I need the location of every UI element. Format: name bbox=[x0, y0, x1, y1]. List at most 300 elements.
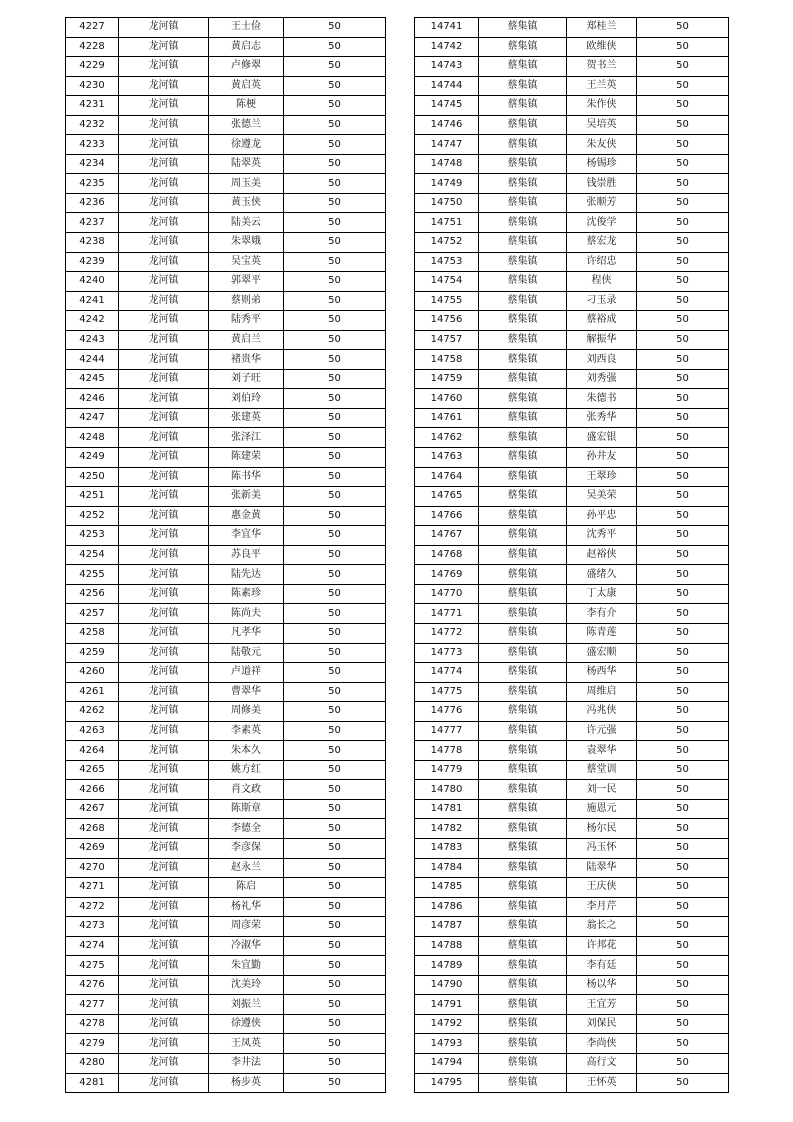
person-name-cell: 黄启志 bbox=[209, 37, 284, 57]
person-name-cell: 丁太康 bbox=[567, 584, 637, 604]
town-cell: 蔡集镇 bbox=[479, 760, 567, 780]
table-row bbox=[66, 780, 386, 800]
person-name-cell: 李彦保 bbox=[209, 838, 284, 858]
table-row bbox=[415, 37, 729, 57]
person-name-cell: 杨尔民 bbox=[567, 819, 637, 839]
table-row bbox=[66, 330, 386, 350]
record-number-cell: 4274 bbox=[66, 936, 119, 956]
amount-cell: 50 bbox=[284, 18, 386, 38]
town-cell: 蔡集镇 bbox=[479, 311, 567, 331]
table-row bbox=[66, 623, 386, 643]
town-cell: 龙河镇 bbox=[119, 330, 209, 350]
town-cell: 蔡集镇 bbox=[479, 878, 567, 898]
table-row bbox=[66, 799, 386, 819]
record-number-cell: 14786 bbox=[415, 897, 479, 917]
town-cell: 龙河镇 bbox=[119, 1014, 209, 1034]
record-number-cell: 14742 bbox=[415, 37, 479, 57]
person-name-cell: 徐遵龙 bbox=[209, 135, 284, 155]
person-name-cell: 肖文政 bbox=[209, 780, 284, 800]
person-name-cell: 周修美 bbox=[209, 702, 284, 722]
record-number-cell: 14769 bbox=[415, 565, 479, 585]
person-name-cell: 吴美荣 bbox=[567, 487, 637, 507]
town-cell: 蔡集镇 bbox=[479, 623, 567, 643]
record-number-cell: 4237 bbox=[66, 213, 119, 233]
record-number-cell: 14779 bbox=[415, 760, 479, 780]
table-row bbox=[415, 975, 729, 995]
person-name-cell: 蔡堂训 bbox=[567, 760, 637, 780]
table-row bbox=[66, 1014, 386, 1034]
town-cell: 蔡集镇 bbox=[479, 741, 567, 761]
person-name-cell: 张新美 bbox=[209, 487, 284, 507]
table-row bbox=[415, 213, 729, 233]
amount-cell: 50 bbox=[637, 330, 729, 350]
amount-cell: 50 bbox=[637, 623, 729, 643]
person-name-cell: 褚贵华 bbox=[209, 350, 284, 370]
table-row bbox=[415, 917, 729, 937]
record-number-cell: 4242 bbox=[66, 311, 119, 331]
table-row bbox=[415, 57, 729, 77]
table-row bbox=[66, 760, 386, 780]
person-name-cell: 钱崇胜 bbox=[567, 174, 637, 194]
table-row bbox=[66, 252, 386, 272]
record-number-cell: 4231 bbox=[66, 96, 119, 116]
table-row bbox=[415, 252, 729, 272]
town-cell: 龙河镇 bbox=[119, 956, 209, 976]
table-row bbox=[415, 643, 729, 663]
table-row bbox=[66, 878, 386, 898]
town-cell: 龙河镇 bbox=[119, 780, 209, 800]
person-name-cell: 刘子旺 bbox=[209, 369, 284, 389]
record-number-cell: 14771 bbox=[415, 604, 479, 624]
town-cell: 龙河镇 bbox=[119, 1053, 209, 1073]
town-cell: 龙河镇 bbox=[119, 1073, 209, 1093]
amount-cell: 50 bbox=[284, 702, 386, 722]
person-name-cell: 朱宜勤 bbox=[209, 956, 284, 976]
amount-cell: 50 bbox=[637, 57, 729, 77]
person-name-cell: 盛绪久 bbox=[567, 565, 637, 585]
record-number-cell: 4262 bbox=[66, 702, 119, 722]
town-cell: 蔡集镇 bbox=[479, 57, 567, 77]
town-cell: 蔡集镇 bbox=[479, 702, 567, 722]
person-name-cell: 翁长之 bbox=[567, 917, 637, 937]
record-number-cell: 4260 bbox=[66, 663, 119, 683]
amount-cell: 50 bbox=[284, 956, 386, 976]
record-number-cell: 14793 bbox=[415, 1034, 479, 1054]
amount-cell: 50 bbox=[284, 311, 386, 331]
table-row bbox=[415, 623, 729, 643]
amount-cell: 50 bbox=[284, 1053, 386, 1073]
table-row bbox=[66, 1073, 386, 1093]
record-number-cell: 14787 bbox=[415, 917, 479, 937]
town-cell: 龙河镇 bbox=[119, 643, 209, 663]
record-number-cell: 4246 bbox=[66, 389, 119, 409]
person-name-cell: 盛宏银 bbox=[567, 428, 637, 448]
record-number-cell: 14774 bbox=[415, 663, 479, 683]
amount-cell: 50 bbox=[637, 917, 729, 937]
town-cell: 蔡集镇 bbox=[479, 213, 567, 233]
amount-cell: 50 bbox=[637, 604, 729, 624]
town-cell: 龙河镇 bbox=[119, 975, 209, 995]
table-row bbox=[66, 350, 386, 370]
record-number-cell: 4247 bbox=[66, 408, 119, 428]
town-cell: 蔡集镇 bbox=[479, 682, 567, 702]
person-name-cell: 蔡裕成 bbox=[567, 311, 637, 331]
record-number-cell: 14778 bbox=[415, 741, 479, 761]
amount-cell: 50 bbox=[637, 18, 729, 38]
table-row bbox=[66, 96, 386, 116]
table-row bbox=[415, 682, 729, 702]
town-cell: 龙河镇 bbox=[119, 936, 209, 956]
person-name-cell: 赵裕侠 bbox=[567, 545, 637, 565]
record-number-cell: 4236 bbox=[66, 193, 119, 213]
town-cell: 龙河镇 bbox=[119, 428, 209, 448]
table-row bbox=[415, 233, 729, 253]
amount-cell: 50 bbox=[284, 897, 386, 917]
table-row bbox=[415, 545, 729, 565]
table-row bbox=[415, 799, 729, 819]
person-name-cell: 陈建荣 bbox=[209, 448, 284, 468]
person-name-cell: 惠金黄 bbox=[209, 506, 284, 526]
record-number-cell: 14775 bbox=[415, 682, 479, 702]
town-cell: 蔡集镇 bbox=[479, 1014, 567, 1034]
town-cell: 龙河镇 bbox=[119, 311, 209, 331]
record-number-cell: 4253 bbox=[66, 526, 119, 546]
table-row bbox=[66, 995, 386, 1015]
person-name-cell: 陈青莲 bbox=[567, 623, 637, 643]
town-cell: 蔡集镇 bbox=[479, 291, 567, 311]
record-number-cell: 4230 bbox=[66, 76, 119, 96]
person-name-cell: 杨以华 bbox=[567, 975, 637, 995]
person-name-cell: 张德兰 bbox=[209, 115, 284, 135]
record-number-cell: 4264 bbox=[66, 741, 119, 761]
amount-cell: 50 bbox=[637, 995, 729, 1015]
table-row bbox=[66, 545, 386, 565]
table-row bbox=[66, 18, 386, 38]
record-number-cell: 14781 bbox=[415, 799, 479, 819]
table-row bbox=[415, 18, 729, 38]
person-name-cell: 王凤英 bbox=[209, 1034, 284, 1054]
table-row bbox=[66, 526, 386, 546]
person-name-cell: 陈书华 bbox=[209, 467, 284, 487]
amount-cell: 50 bbox=[284, 467, 386, 487]
record-number-cell: 4273 bbox=[66, 917, 119, 937]
amount-cell: 50 bbox=[637, 526, 729, 546]
town-cell: 蔡集镇 bbox=[479, 936, 567, 956]
amount-cell: 50 bbox=[284, 838, 386, 858]
amount-cell: 50 bbox=[637, 154, 729, 174]
amount-cell: 50 bbox=[637, 1053, 729, 1073]
record-number-cell: 14785 bbox=[415, 878, 479, 898]
record-number-cell: 4266 bbox=[66, 780, 119, 800]
person-name-cell: 张秀华 bbox=[567, 408, 637, 428]
person-name-cell: 陆翠英 bbox=[209, 154, 284, 174]
amount-cell: 50 bbox=[637, 408, 729, 428]
amount-cell: 50 bbox=[637, 506, 729, 526]
record-number-cell: 4256 bbox=[66, 584, 119, 604]
town-cell: 蔡集镇 bbox=[479, 96, 567, 116]
right-roster-body bbox=[415, 18, 729, 1093]
table-row bbox=[66, 897, 386, 917]
person-name-cell: 王翠珍 bbox=[567, 467, 637, 487]
amount-cell: 50 bbox=[284, 604, 386, 624]
amount-cell: 50 bbox=[637, 858, 729, 878]
amount-cell: 50 bbox=[284, 389, 386, 409]
town-cell: 蔡集镇 bbox=[479, 545, 567, 565]
amount-cell: 50 bbox=[284, 545, 386, 565]
record-number-cell: 4248 bbox=[66, 428, 119, 448]
amount-cell: 50 bbox=[284, 741, 386, 761]
town-cell: 蔡集镇 bbox=[479, 858, 567, 878]
record-number-cell: 4228 bbox=[66, 37, 119, 57]
town-cell: 蔡集镇 bbox=[479, 584, 567, 604]
amount-cell: 50 bbox=[637, 213, 729, 233]
person-name-cell: 曹翠华 bbox=[209, 682, 284, 702]
town-cell: 龙河镇 bbox=[119, 995, 209, 1015]
person-name-cell: 朱友侠 bbox=[567, 135, 637, 155]
person-name-cell: 孙井友 bbox=[567, 448, 637, 468]
town-cell: 蔡集镇 bbox=[479, 604, 567, 624]
amount-cell: 50 bbox=[284, 428, 386, 448]
table-row bbox=[66, 917, 386, 937]
town-cell: 龙河镇 bbox=[119, 917, 209, 937]
town-cell: 龙河镇 bbox=[119, 448, 209, 468]
town-cell: 龙河镇 bbox=[119, 213, 209, 233]
town-cell: 龙河镇 bbox=[119, 623, 209, 643]
record-number-cell: 14747 bbox=[415, 135, 479, 155]
amount-cell: 50 bbox=[284, 96, 386, 116]
town-cell: 蔡集镇 bbox=[479, 76, 567, 96]
amount-cell: 50 bbox=[637, 760, 729, 780]
amount-cell: 50 bbox=[284, 408, 386, 428]
record-number-cell: 14754 bbox=[415, 272, 479, 292]
amount-cell: 50 bbox=[284, 584, 386, 604]
table-row bbox=[415, 76, 729, 96]
table-row bbox=[415, 389, 729, 409]
town-cell: 龙河镇 bbox=[119, 741, 209, 761]
person-name-cell: 陆先达 bbox=[209, 565, 284, 585]
town-cell: 蔡集镇 bbox=[479, 233, 567, 253]
town-cell: 龙河镇 bbox=[119, 174, 209, 194]
record-number-cell: 4254 bbox=[66, 545, 119, 565]
record-number-cell: 14761 bbox=[415, 408, 479, 428]
table-row bbox=[66, 369, 386, 389]
record-number-cell: 14744 bbox=[415, 76, 479, 96]
amount-cell: 50 bbox=[637, 741, 729, 761]
record-number-cell: 14752 bbox=[415, 233, 479, 253]
town-cell: 龙河镇 bbox=[119, 115, 209, 135]
town-cell: 蔡集镇 bbox=[479, 37, 567, 57]
amount-cell: 50 bbox=[284, 1034, 386, 1054]
amount-cell: 50 bbox=[637, 584, 729, 604]
person-name-cell: 王兰英 bbox=[567, 76, 637, 96]
town-cell: 龙河镇 bbox=[119, 18, 209, 38]
record-number-cell: 4268 bbox=[66, 819, 119, 839]
person-name-cell: 周彦荣 bbox=[209, 917, 284, 937]
record-number-cell: 4279 bbox=[66, 1034, 119, 1054]
amount-cell: 50 bbox=[637, 96, 729, 116]
person-name-cell: 刘保民 bbox=[567, 1014, 637, 1034]
table-row bbox=[415, 663, 729, 683]
amount-cell: 50 bbox=[637, 565, 729, 585]
record-number-cell: 14766 bbox=[415, 506, 479, 526]
person-name-cell: 刘西良 bbox=[567, 350, 637, 370]
table-row bbox=[415, 311, 729, 331]
amount-cell: 50 bbox=[637, 193, 729, 213]
person-name-cell: 陈启 bbox=[209, 878, 284, 898]
record-number-cell: 4277 bbox=[66, 995, 119, 1015]
table-row bbox=[415, 350, 729, 370]
table-row bbox=[415, 96, 729, 116]
town-cell: 蔡集镇 bbox=[479, 1053, 567, 1073]
person-name-cell: 李有廷 bbox=[567, 956, 637, 976]
table-row bbox=[415, 702, 729, 722]
amount-cell: 50 bbox=[637, 702, 729, 722]
table-row bbox=[415, 369, 729, 389]
amount-cell: 50 bbox=[637, 663, 729, 683]
amount-cell: 50 bbox=[284, 272, 386, 292]
amount-cell: 50 bbox=[284, 369, 386, 389]
town-cell: 龙河镇 bbox=[119, 838, 209, 858]
table-row bbox=[415, 897, 729, 917]
amount-cell: 50 bbox=[284, 193, 386, 213]
record-number-cell: 4234 bbox=[66, 154, 119, 174]
person-name-cell: 杨礼华 bbox=[209, 897, 284, 917]
town-cell: 龙河镇 bbox=[119, 819, 209, 839]
person-name-cell: 冷淑华 bbox=[209, 936, 284, 956]
person-name-cell: 刘伯玲 bbox=[209, 389, 284, 409]
table-row bbox=[415, 956, 729, 976]
town-cell: 蔡集镇 bbox=[479, 193, 567, 213]
table-row bbox=[66, 272, 386, 292]
table-row bbox=[415, 448, 729, 468]
record-number-cell: 14763 bbox=[415, 448, 479, 468]
table-row bbox=[415, 408, 729, 428]
amount-cell: 50 bbox=[284, 350, 386, 370]
left-roster-body bbox=[66, 18, 386, 1093]
town-cell: 龙河镇 bbox=[119, 272, 209, 292]
town-cell: 龙河镇 bbox=[119, 760, 209, 780]
person-name-cell: 刘一民 bbox=[567, 780, 637, 800]
table-row bbox=[415, 330, 729, 350]
person-name-cell: 李井法 bbox=[209, 1053, 284, 1073]
table-row bbox=[66, 643, 386, 663]
person-name-cell: 沈美玲 bbox=[209, 975, 284, 995]
town-cell: 蔡集镇 bbox=[479, 643, 567, 663]
person-name-cell: 朱本久 bbox=[209, 741, 284, 761]
amount-cell: 50 bbox=[284, 975, 386, 995]
person-name-cell: 周维启 bbox=[567, 682, 637, 702]
record-number-cell: 14767 bbox=[415, 526, 479, 546]
amount-cell: 50 bbox=[284, 291, 386, 311]
record-number-cell: 14759 bbox=[415, 369, 479, 389]
record-number-cell: 4276 bbox=[66, 975, 119, 995]
table-row bbox=[415, 272, 729, 292]
record-number-cell: 14789 bbox=[415, 956, 479, 976]
table-row bbox=[66, 428, 386, 448]
record-number-cell: 4240 bbox=[66, 272, 119, 292]
record-number-cell: 14788 bbox=[415, 936, 479, 956]
table-row bbox=[66, 838, 386, 858]
amount-cell: 50 bbox=[637, 799, 729, 819]
table-row bbox=[66, 193, 386, 213]
amount-cell: 50 bbox=[284, 76, 386, 96]
record-number-cell: 14784 bbox=[415, 858, 479, 878]
table-row bbox=[66, 174, 386, 194]
table-row bbox=[66, 741, 386, 761]
table-row bbox=[415, 1014, 729, 1034]
record-number-cell: 14750 bbox=[415, 193, 479, 213]
town-cell: 龙河镇 bbox=[119, 526, 209, 546]
table-row bbox=[66, 565, 386, 585]
record-number-cell: 14768 bbox=[415, 545, 479, 565]
record-number-cell: 14792 bbox=[415, 1014, 479, 1034]
table-row bbox=[66, 604, 386, 624]
amount-cell: 50 bbox=[637, 721, 729, 741]
person-name-cell: 黄启英 bbox=[209, 76, 284, 96]
record-number-cell: 14743 bbox=[415, 57, 479, 77]
record-number-cell: 4249 bbox=[66, 448, 119, 468]
amount-cell: 50 bbox=[637, 819, 729, 839]
record-number-cell: 14770 bbox=[415, 584, 479, 604]
town-cell: 蔡集镇 bbox=[479, 956, 567, 976]
amount-cell: 50 bbox=[284, 623, 386, 643]
record-number-cell: 14764 bbox=[415, 467, 479, 487]
amount-cell: 50 bbox=[284, 330, 386, 350]
amount-cell: 50 bbox=[637, 545, 729, 565]
table-row bbox=[66, 408, 386, 428]
amount-cell: 50 bbox=[637, 487, 729, 507]
town-cell: 蔡集镇 bbox=[479, 330, 567, 350]
amount-cell: 50 bbox=[284, 799, 386, 819]
person-name-cell: 张建英 bbox=[209, 408, 284, 428]
person-name-cell: 朱作侠 bbox=[567, 96, 637, 116]
record-number-cell: 4238 bbox=[66, 233, 119, 253]
town-cell: 龙河镇 bbox=[119, 897, 209, 917]
person-name-cell: 徐遵侠 bbox=[209, 1014, 284, 1034]
amount-cell: 50 bbox=[637, 897, 729, 917]
town-cell: 龙河镇 bbox=[119, 37, 209, 57]
town-cell: 蔡集镇 bbox=[479, 917, 567, 937]
town-cell: 龙河镇 bbox=[119, 584, 209, 604]
record-number-cell: 4239 bbox=[66, 252, 119, 272]
amount-cell: 50 bbox=[284, 663, 386, 683]
left-roster-table bbox=[65, 17, 386, 1093]
record-number-cell: 4232 bbox=[66, 115, 119, 135]
record-number-cell: 4275 bbox=[66, 956, 119, 976]
amount-cell: 50 bbox=[284, 252, 386, 272]
table-row bbox=[66, 975, 386, 995]
record-number-cell: 14748 bbox=[415, 154, 479, 174]
town-cell: 龙河镇 bbox=[119, 858, 209, 878]
amount-cell: 50 bbox=[637, 448, 729, 468]
person-name-cell: 杨锡珍 bbox=[567, 154, 637, 174]
table-row bbox=[66, 448, 386, 468]
town-cell: 蔡集镇 bbox=[479, 154, 567, 174]
town-cell: 蔡集镇 bbox=[479, 1034, 567, 1054]
town-cell: 蔡集镇 bbox=[479, 252, 567, 272]
table-row bbox=[415, 1034, 729, 1054]
table-row bbox=[66, 682, 386, 702]
record-number-cell: 4269 bbox=[66, 838, 119, 858]
record-number-cell: 14762 bbox=[415, 428, 479, 448]
person-name-cell: 李尚侠 bbox=[567, 1034, 637, 1054]
town-cell: 蔡集镇 bbox=[479, 350, 567, 370]
amount-cell: 50 bbox=[284, 878, 386, 898]
person-name-cell: 袁翠华 bbox=[567, 741, 637, 761]
table-row bbox=[66, 819, 386, 839]
amount-cell: 50 bbox=[637, 936, 729, 956]
record-number-cell: 14756 bbox=[415, 311, 479, 331]
